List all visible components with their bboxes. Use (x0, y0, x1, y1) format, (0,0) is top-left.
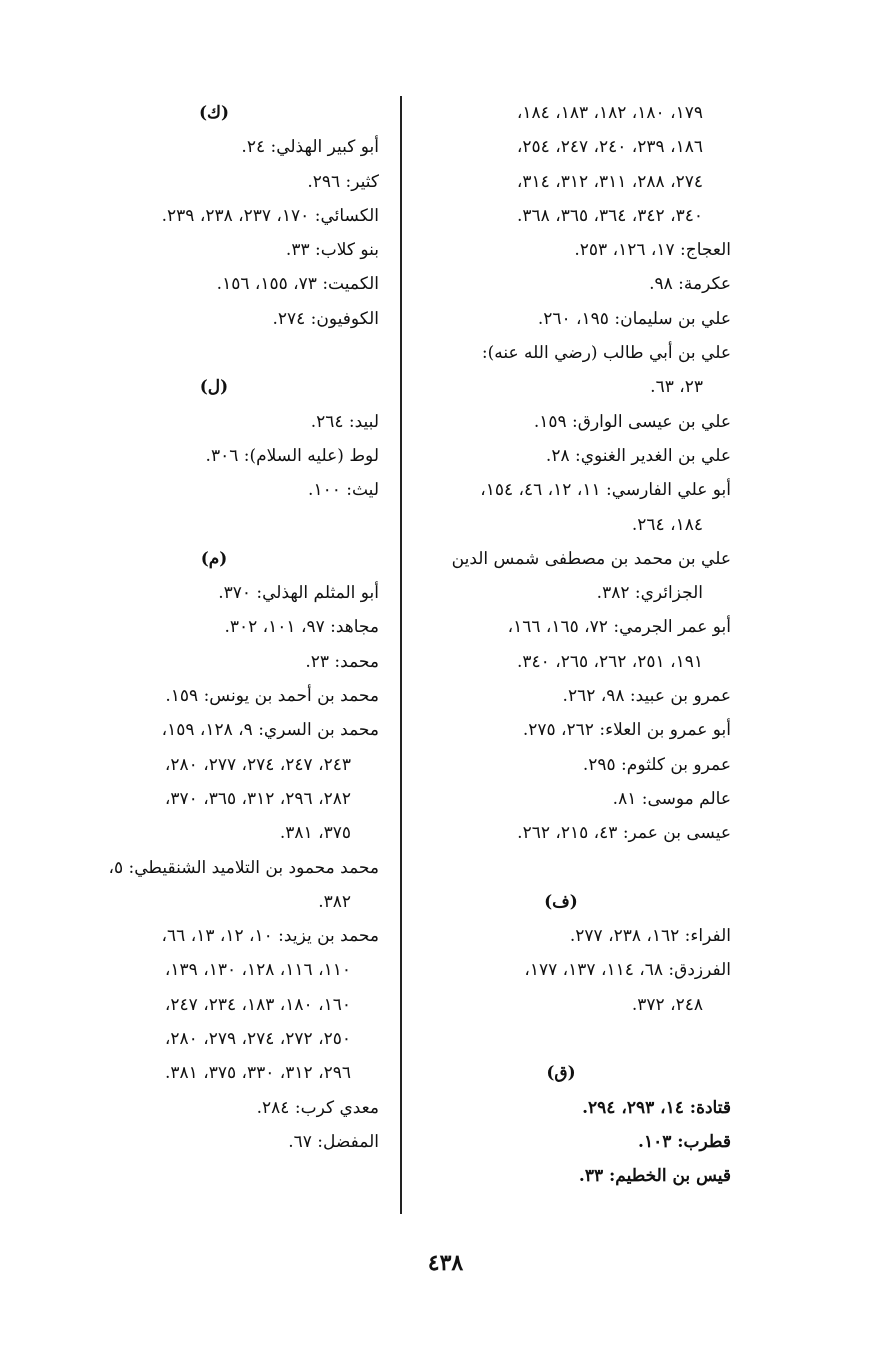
index-entry-continuation: ٣٨٢. (318, 891, 351, 912)
index-entry: محمد بن السري: ٩، ١٢٨، ١٥٩، (161, 720, 379, 741)
index-entry: أبو كبير الهذلي: ٢٤. (241, 137, 379, 158)
index-entry-continuation: ٢٧٤، ٢٨٨، ٣١١، ٣١٢، ٣١٤، (516, 171, 703, 192)
index-entry: الفرزدق: ٦٨، ١١٤، ١٣٧، ١٧٧، (524, 960, 731, 981)
index-entry: علي بن الغدير الغنوي: ٢٨. (545, 445, 731, 466)
index-entry: الكسائي: ١٧٠، ٢٣٧، ٢٣٨، ٢٣٩. (161, 205, 379, 226)
index-entry: عيسى بن عمر: ٤٣، ٢١٥، ٢٦٢. (517, 823, 731, 844)
index-entry: أبو المثلم الهذلي: ٣٧٠. (218, 583, 379, 604)
index-entry: عمرو بن عبيد: ٩٨، ٢٦٢. (562, 686, 731, 707)
index-entry: المفضل: ٦٧. (288, 1131, 379, 1152)
spacer (49, 336, 379, 370)
index-entry: محمد: ٢٣. (305, 651, 379, 672)
index-entry: محمد بن يزيد: ١٠، ١٢، ١٣، ٦٦، (161, 926, 379, 947)
index-entry: أبو عمر الجرمي: ٧٢، ١٦٥، ١٦٦، (507, 617, 731, 638)
index-entry-continuation: ١١٠، ١١٦، ١٢٨، ١٣٠، ١٣٩، (164, 960, 351, 981)
index-entry: عمرو بن كلثوم: ٢٩٥. (582, 754, 731, 775)
index-entry: العجاج: ١٧، ١٢٦، ٢٥٣. (574, 240, 731, 261)
spacer (49, 508, 379, 542)
index-entry-continuation: ٣٧٥، ٣٨١. (279, 823, 351, 844)
index-entry-continuation: ٢٤٨، ٣٧٢. (631, 994, 703, 1015)
section-letter-heading: (ف) (544, 891, 578, 912)
index-entry: قيس بن الخطيم: ٣٣. (578, 1166, 731, 1187)
section-letter-heading: (ك) (198, 103, 230, 123)
index-entry: محمد محمود بن التلاميد الشنقيطي: ٥، (108, 857, 379, 878)
index-entry: معدي كرب: ٢٨٤. (256, 1097, 379, 1118)
page-number: ٤٣٨ (427, 1250, 464, 1276)
index-entry: عكرمة: ٩٨. (649, 274, 731, 295)
index-entry: أبو عمرو بن العلاء: ٢٦٢، ٢٧٥. (522, 720, 731, 741)
index-entry: الكوفيون: ٢٧٤. (272, 308, 379, 329)
section-letter-heading: (ل) (199, 377, 229, 398)
index-entry-continuation: ٣٤٠، ٣٤٢، ٣٦٤، ٣٦٥، ٣٦٨. (517, 205, 703, 226)
index-entry: الفراء: ١٦٢، ٢٣٨، ٢٧٧. (569, 926, 731, 947)
index-entry-continuation: ٢٣، ٦٣. (650, 377, 703, 398)
index-entry: ليث: ١٠٠. (308, 480, 379, 501)
index-entry-continuation: ٢٩٦، ٣١٢، ٣٣٠، ٣٧٥، ٣٨١. (165, 1063, 351, 1084)
index-entry: قطرب: ١٠٣. (638, 1131, 731, 1152)
index-entry: الكميت: ٧٣، ١٥٥، ١٥٦. (216, 274, 379, 295)
spacer (391, 1022, 731, 1056)
index-entry-continuation: الجزائري: ٣٨٢. (596, 583, 703, 604)
index-entry-continuation: ١٨٦، ٢٣٩، ٢٤٠، ٢٤٧، ٢٥٤، (516, 137, 703, 158)
index-entry: لوط (عليه السلام): ٣٠٦. (205, 445, 379, 466)
index-entry: علي بن أبي طالب (رضي الله عنه): (481, 343, 731, 364)
index-entry: بنو كلاب: ٣٣. (285, 240, 379, 261)
index-entry-continuation: ٢٤٣، ٢٤٧، ٢٧٤، ٢٧٧، ٢٨٠، (164, 754, 351, 775)
index-entry-continuation: ١٨٤، ٢٦٤. (631, 514, 703, 535)
index-entry: محمد بن أحمد بن يونس: ١٥٩. (165, 686, 379, 707)
index-entry: مجاهد: ٩٧، ١٠١، ٣٠٢. (224, 617, 379, 638)
section-letter-heading: (ق) (546, 1063, 576, 1084)
spacer (391, 851, 731, 885)
index-entry-continuation: ١٦٠، ١٨٠، ١٨٣، ٢٣٤، ٢٤٧، (164, 994, 351, 1015)
index-entry-continuation: ٢٥٠، ٢٧٢، ٢٧٤، ٢٧٩، ٢٨٠، (164, 1029, 351, 1050)
left-column (49, 96, 379, 1159)
index-entry: قتادة: ١٤، ٢٩٣، ٢٩٤. (582, 1097, 731, 1118)
index-entry: كثير: ٢٩٦. (307, 171, 379, 192)
right-column (391, 96, 731, 1194)
column-divider (400, 96, 402, 1214)
index-entry: عالم موسى: ٨١. (612, 788, 731, 809)
index-entry: علي بن سليمان: ١٩٥، ٢٦٠. (537, 308, 731, 329)
section-letter-heading: (م) (200, 548, 228, 569)
index-entry: علي بن محمد بن مصطفى شمس الدين (451, 548, 731, 569)
index-entry: لبيد: ٢٦٤. (310, 411, 379, 432)
index-entry: أبو علي الفارسي: ١١، ١٢، ٤٦، ١٥٤، (480, 480, 731, 501)
index-entry-continuation: ٢٨٢، ٢٩٦، ٣١٢، ٣٦٥، ٣٧٠، (164, 788, 351, 809)
index-entry: علي بن عيسى الوارق: ١٥٩. (533, 411, 731, 432)
index-entry-continuation: ١٩١، ٢٥١، ٢٦٢، ٢٦٥، ٣٤٠. (517, 651, 703, 672)
index-entry-continuation: ١٧٩، ١٨٠، ١٨٢، ١٨٣، ١٨٤، (516, 103, 703, 123)
